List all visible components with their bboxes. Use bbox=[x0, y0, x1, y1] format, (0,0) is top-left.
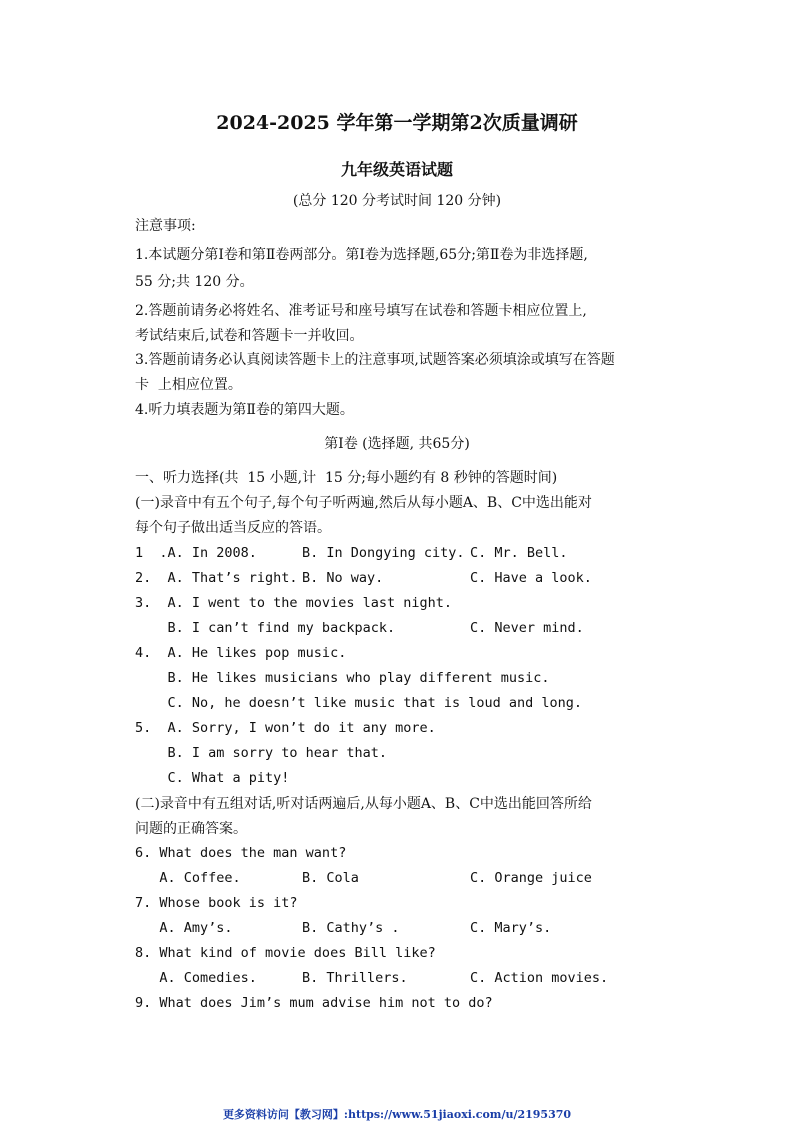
question-option: B. I can’t find my backpack. bbox=[135, 620, 396, 636]
question-option: C. What a pity! bbox=[135, 770, 290, 786]
exam-subtitle: 九年级英语试题 bbox=[340, 160, 453, 179]
question-option: 4. A. He likes pop music. bbox=[135, 645, 347, 661]
question-option: B. Thrillers. bbox=[302, 970, 408, 986]
question-stem: 8. What kind of movie does Bill like? bbox=[135, 945, 436, 961]
question-option: B. No way. bbox=[302, 570, 384, 586]
notice-line: 55 分;共 120 分。 bbox=[135, 274, 254, 290]
question-option: B. Cathy’s . bbox=[302, 920, 400, 936]
question-option: 3. A. I went to the movies last night. bbox=[135, 595, 452, 611]
notice-line: 3.答题前请务必认真阅读答题卡上的注意事项,试题答案必须填涂或填写在答题 bbox=[135, 352, 615, 368]
question-option: C. Orange juice bbox=[470, 870, 592, 886]
question-stem: 9. What does Jim’s mum advise him not to do? bbox=[135, 995, 493, 1011]
question-stem: 7. Whose book is it? bbox=[135, 895, 298, 911]
notice-line: 4.听力填表题为第Ⅱ卷的第四大题。 bbox=[135, 402, 354, 418]
notice-line: 卡 上相应位置。 bbox=[135, 377, 242, 393]
notice-line: 2.答题前请务必将姓名、准考证号和座号填写在试卷和答题卡相应位置上, bbox=[135, 303, 587, 319]
question-option: 1 .A. In 2008. bbox=[135, 545, 257, 561]
question-option: A. Comedies. bbox=[135, 970, 257, 986]
question-option: B. In Dongying city. bbox=[302, 545, 465, 561]
sub1-intro: (一)录音中有五个句子,每个句子听两遍,然后从每小题A、B、C中选出能对 bbox=[135, 495, 592, 511]
question-option: C. Action movies. bbox=[470, 970, 609, 986]
footer-link[interactable]: 更多资料访问【教习网】:https://www.51jiaoxi.com/u/2195370 bbox=[222, 1108, 572, 1121]
question-option: C. Have a look. bbox=[470, 570, 592, 586]
notice-line: 考试结束后,试卷和答题卡一并收回。 bbox=[135, 328, 364, 344]
sub1-intro: 每个句子做出适当反应的答语。 bbox=[135, 520, 331, 536]
question-option: B. Cola bbox=[302, 870, 359, 886]
question-option: C. Mary’s. bbox=[470, 920, 552, 936]
question-option: A. Amy’s. bbox=[135, 920, 233, 936]
question-option: C. Never mind. bbox=[470, 620, 584, 636]
question-option: A. Coffee. bbox=[135, 870, 241, 886]
question-option: B. I am sorry to hear that. bbox=[135, 745, 387, 761]
section-title: 一、听力选择(共 15 小题,计 15 分;每小题约有 8 秒钟的答题时间) bbox=[135, 470, 558, 486]
score-time: (总分 120 分考试时间 120 分钟) bbox=[292, 193, 502, 209]
question-option: 2. A. That’s right. bbox=[135, 570, 298, 586]
question-option: 5. A. Sorry, I won’t do it any more. bbox=[135, 720, 436, 736]
question-option: C. Mr. Bell. bbox=[470, 545, 568, 561]
question-option: B. He likes musicians who play different music. bbox=[135, 670, 550, 686]
question-stem: 6. What does the man want? bbox=[135, 845, 347, 861]
notice-line: 1.本试题分第Ⅰ卷和第Ⅱ卷两部分。第Ⅰ卷为选择题,65分;第Ⅱ卷为非选择题, bbox=[135, 247, 588, 263]
sub2-intro: 问题的正确答案。 bbox=[135, 821, 247, 837]
exam-title: 2024-2025 学年第一学期第2次质量调研 bbox=[216, 112, 578, 134]
sub2-intro: (二)录音中有五组对话,听对话两遍后,从每小题A、B、C中选出能回答所给 bbox=[135, 796, 592, 812]
question-option: C. No, he doesn’t like music that is loud and long. bbox=[135, 695, 583, 711]
part1-heading: 第Ⅰ卷 (选择题, 共65分) bbox=[324, 436, 470, 452]
notice-heading: 注意事项: bbox=[135, 218, 196, 234]
